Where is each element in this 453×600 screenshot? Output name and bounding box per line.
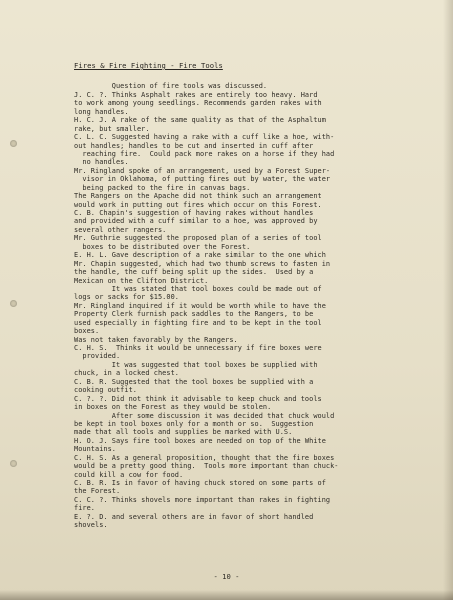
text-line: C. B. R. Suggested that the tool boxes be supplied with a <box>74 377 314 386</box>
typed-text-block <box>74 62 444 530</box>
text-line: Mountains. <box>74 445 116 454</box>
text-line: After some discussion it was decided that chuck would <box>74 411 335 420</box>
text-line: made that all tools and supplies be marked with U.S. <box>74 428 293 437</box>
text-line: J. C. ?. Thinks Asphalt rakes are entirely too heavy. Hard <box>74 90 318 99</box>
binder-hole <box>10 300 17 307</box>
binder-hole <box>10 140 17 147</box>
text-line: and provided with a cuff similar to a hoe, was approved by <box>74 217 318 226</box>
text-line: several other rangers. <box>74 225 167 234</box>
text-line: would work in putting out fires which occur on this Forest. <box>74 200 322 209</box>
text-line: C. B. R. Is in favor of having chuck stored on some parts of <box>74 479 326 488</box>
text-line: Mr. Guthrie suggested the proposed plan of a series of tool <box>74 234 322 243</box>
text-line: long handles. <box>74 107 129 116</box>
text-line: H. O. J. Says fire tool boxes are needed on top of the White <box>74 436 326 445</box>
text-line: Mr. Ringland spoke of an arrangement, used by a Forest Super- <box>74 166 331 175</box>
text-line: C. B. Chapin's suggestion of having rakes without handles <box>74 209 314 218</box>
text-line: Mr. Ringland inquired if it would be worth while to have the <box>74 301 326 310</box>
text-line: out handles; handles to be cut and inserted in cuff after <box>74 141 314 150</box>
text-line: in boxes on the Forest as they would be stolen. <box>74 403 272 412</box>
text-line: Was not taken favorably by the Rangers. <box>74 335 238 344</box>
text-line: being packed to the fire in canvas bags. <box>74 183 251 192</box>
text-line: would be a pretty good thing. Tools more important than chuck- <box>74 462 339 471</box>
text-line: reaching fire. Could pack more rakes on a horse if they had <box>74 149 335 158</box>
text-line: the Forest. <box>74 487 121 496</box>
text-line: It was stated that tool boxes could be made out of <box>74 284 322 293</box>
text-line: C. ?. ?. Did not think it advisable to keep chuck and tools <box>74 394 322 403</box>
page-number: - 10 - <box>213 572 240 581</box>
text-line: visor in Oklahoma, of putting fires out by water, the water <box>74 175 331 184</box>
text-line: fire. <box>74 504 95 513</box>
page-edge-shadow <box>443 0 453 600</box>
text-line: boxes to be distributed over the Forest. <box>74 242 251 251</box>
binder-hole <box>10 460 17 467</box>
section-title: Fires & Fire Fighting - Fire Tools <box>74 61 223 70</box>
text-line: C. L. C. Suggested having a rake with a cuff like a hoe, with- <box>74 133 335 142</box>
text-line: C. C. ?. Thinks shovels more important than rakes in fighting <box>74 495 331 504</box>
text-line: cooking outfit. <box>74 386 137 395</box>
text-line: Mexican on the Clifton District. <box>74 276 209 285</box>
text-line: E. ?. D. and several others are in favor of short handled <box>74 512 314 521</box>
minutes-body <box>74 82 444 529</box>
text-line: rake, but smaller. <box>74 124 150 133</box>
text-line: The Rangers on the Apache did not think such an arrangement <box>74 192 322 201</box>
text-line: be kept in tool boxes only for a month or so. Suggestion <box>74 419 314 428</box>
text-line: Question of fire tools was discussed. <box>74 82 268 91</box>
text-line: It was suggested that tool boxes be supplied with <box>74 360 318 369</box>
text-line: boxes. <box>74 327 100 336</box>
page-bottom-shadow <box>0 590 453 600</box>
text-line: provided. <box>74 352 121 361</box>
text-line: Property Clerk furnish pack saddles to the Rangers, to be <box>74 310 314 319</box>
text-line: C. H. S. As a general proposition, thought that the fire boxes <box>74 453 335 462</box>
text-line: to work among young seedlings. Recommends garden rakes with <box>74 99 322 108</box>
text-line: C. H. S. Thinks it would be unnecessary if fire boxes were <box>74 344 322 353</box>
text-line: no handles. <box>74 158 129 167</box>
text-line: logs or sacks for $15.00. <box>74 293 179 302</box>
text-line: could kill a cow for food. <box>74 470 184 479</box>
text-line: H. C. J. A rake of the same quality as that of the Asphaltum <box>74 116 326 125</box>
text-line: chuck, in a locked chest. <box>74 369 179 378</box>
text-line: Mr. Chapin suggested, which had two thumb screws to fasten in <box>74 259 331 268</box>
text-line: the handle, the cuff being split up the sides. Used by a <box>74 268 314 277</box>
text-line: used especially in fighting fire and to be kept in the tool <box>74 318 322 327</box>
text-line: shovels. <box>74 521 108 530</box>
text-line: E. H. L. Gave description of a rake similar to the one which <box>74 251 326 260</box>
